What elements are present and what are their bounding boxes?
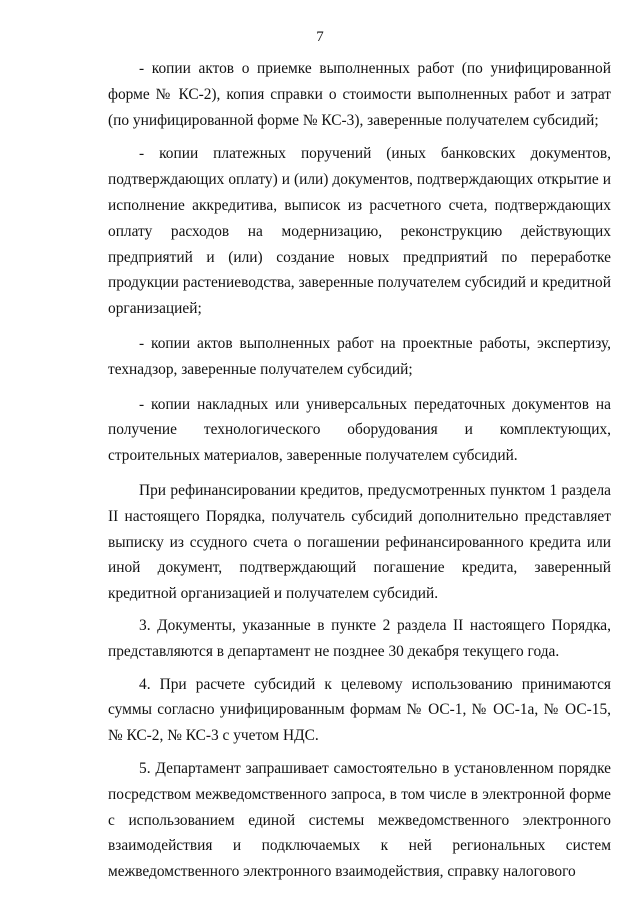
page-number: 7 [316, 29, 324, 45]
paragraph-ks2-ks3-copies: - копии актов о приемке выполненных работ (по унифицированной форме № КС-2), копия справки о стоимости выполненных работ и затрат (по унифицированной форме № КС-3), заверенные получателем субсидий; [108, 60, 611, 129]
paragraph-design-works-acts: - копии актов выполненных работ на проектные работы, экспертизу, технадзор, заверенные получателем субсидий; [108, 334, 611, 378]
paragraph-refinancing: При рефинансировании кредитов, предусмотренных пунктом 1 раздела II настоящего Порядка, получатель субсидий дополнительно представляет выписку из ссудного счета о погашении рефинансированного кредита или иной документ, подтверждающий погашение кредита, заверенный кредитной организацией и получателем субсидий. [108, 481, 611, 603]
paragraph-item-3: 3. Документы, указанные в пункте 2 раздела II настоящего Порядка, представляются в департамент не позднее 30 декабря текущего года. [108, 616, 611, 660]
paragraph-item-5: 5. Департамент запрашивает самостоятельно в установленном порядке посредством межведомственного запроса, в том числе в электронной форме с использованием единой системы межведомственного электронного взаимодействия и подключаемых к ней региональных систем межведомственного электронного взаимодействия, справку налогового [108, 759, 611, 881]
document-body [108, 56, 611, 885]
paragraph-payment-orders: - копии платежных поручений (иных банковских документов, подтверждающих оплату) и (или) документов, подтверждающих открытие и исполнение аккредитива, выписок из расчетного счета, подтверждающих оплату расходов на модернизацию, реконструкцию действующих предприятий и (или) создание новых предприятий по переработке продукции растениеводства, заверенные получателем субсидий и кредитной организацией; [108, 145, 611, 318]
paragraph-item-4: 4. При расчете субсидий к целевому использованию принимаются суммы согласно унифицированным формам № ОС-1, № ОС-1а, № ОС-15, № КС-2, № КС-3 с учетом НДС. [108, 675, 611, 745]
paragraph-invoices: - копии накладных или универсальных передаточных документов на получение технологического оборудования и комплектующих, строительных материалов, заверенные получателем субсидий. [108, 395, 611, 465]
